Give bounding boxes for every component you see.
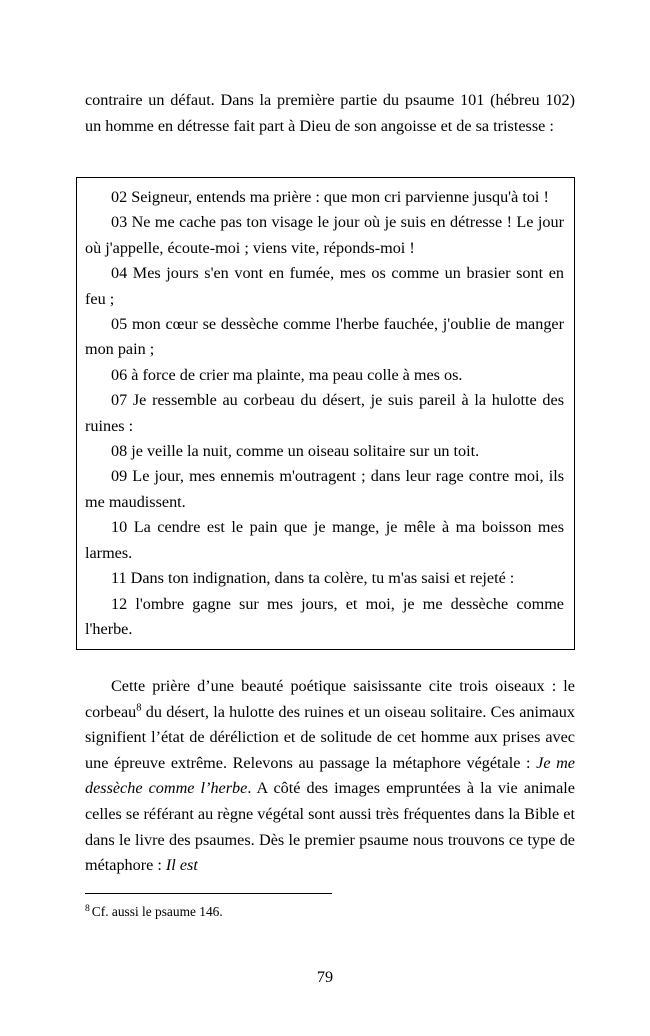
- body-text-segment: du désert, la hulotte des ruines et un oiseau solitaire. Ces animaux signifient l’état de déréliction et de solitude de cet homme aux prises avec une épreuve extrême. Relevons au passage la métaphore végétale :: [85, 702, 575, 772]
- psalm-verse: 02 Seigneur, entends ma prière : que mon cri parvienne jusqu'à toi !: [111, 188, 549, 206]
- psalm-verse: 12 l'ombre gagne sur mes jours, et moi, je me dessèche comme l'herbe.: [85, 594, 564, 638]
- psalm-verse: 03 Ne me cache pas ton visage le jour où je suis en détresse ! Le jour où j'appelle, écoute-moi ; viens vite, réponds-moi !: [85, 213, 564, 257]
- psalm-verse: 09 Le jour, mes ennemis m'outragent ; dans leur rage contre moi, ils me maudissent.: [85, 467, 564, 511]
- footnote-number: 8: [85, 902, 90, 914]
- psalm-verse: 08 je veille la nuit, comme un oiseau solitaire sur un toit.: [111, 442, 480, 461]
- psalm-verse: 06 à force de crier ma plainte, ma peau colle à mes os.: [111, 365, 463, 384]
- footnote-separator-rule: [85, 893, 332, 894]
- footnote-text: Cf. aussi le psaume 146.: [91, 904, 223, 919]
- footnote-entry: [85, 903, 575, 921]
- psalm-verse: 10 La cendre est le pain que je mange, je mêle à ma boisson mes larmes.: [85, 518, 564, 562]
- page-content: [85, 88, 575, 919]
- page-number: 79: [316, 968, 334, 986]
- footnote-reference-marker[interactable]: 8: [136, 702, 142, 714]
- italic-quotation-second: Il est: [165, 856, 198, 875]
- body-text-segment: Cette prière d’une beauté poétique saisissante cite trois oiseaux : le corbeau: [85, 677, 575, 721]
- psalm-verse: 07 Je ressemble au corbeau du désert, je suis pareil à la hulotte des ruines :: [85, 391, 564, 435]
- psalm-verse: 11 Dans ton indignation, dans ta colère, tu m'as saisi et rejeté :: [111, 569, 515, 588]
- body-paragraph: [85, 674, 575, 879]
- intro-paragraph: contraire un défaut. Dans la première partie du psaume 101 (hébreu 102) un homme en détresse fait part à Dieu de son angoisse et de sa tristesse :: [85, 91, 575, 135]
- psalm-quotation-box: [76, 177, 575, 650]
- psalm-verse: 04 Mes jours s'en vont en fumée, mes os comme un brasier sont en feu ;: [85, 264, 564, 308]
- italic-quotation-first: Je me dessèche comme l’herbe: [85, 753, 575, 798]
- psalm-verse: 05 mon cœur se dessèche comme l'herbe fauchée, j'oublie de manger mon pain ;: [85, 315, 564, 359]
- footnote-area: [85, 893, 575, 921]
- body-text-segment: . A côté des images empruntées à la vie animale celles se référant au règne végétal sont aussi très fréquentes dans la Bible et dans le livre des psaumes. Dès le premier psaume nous trouvons ce type de métaphore :: [85, 779, 575, 875]
